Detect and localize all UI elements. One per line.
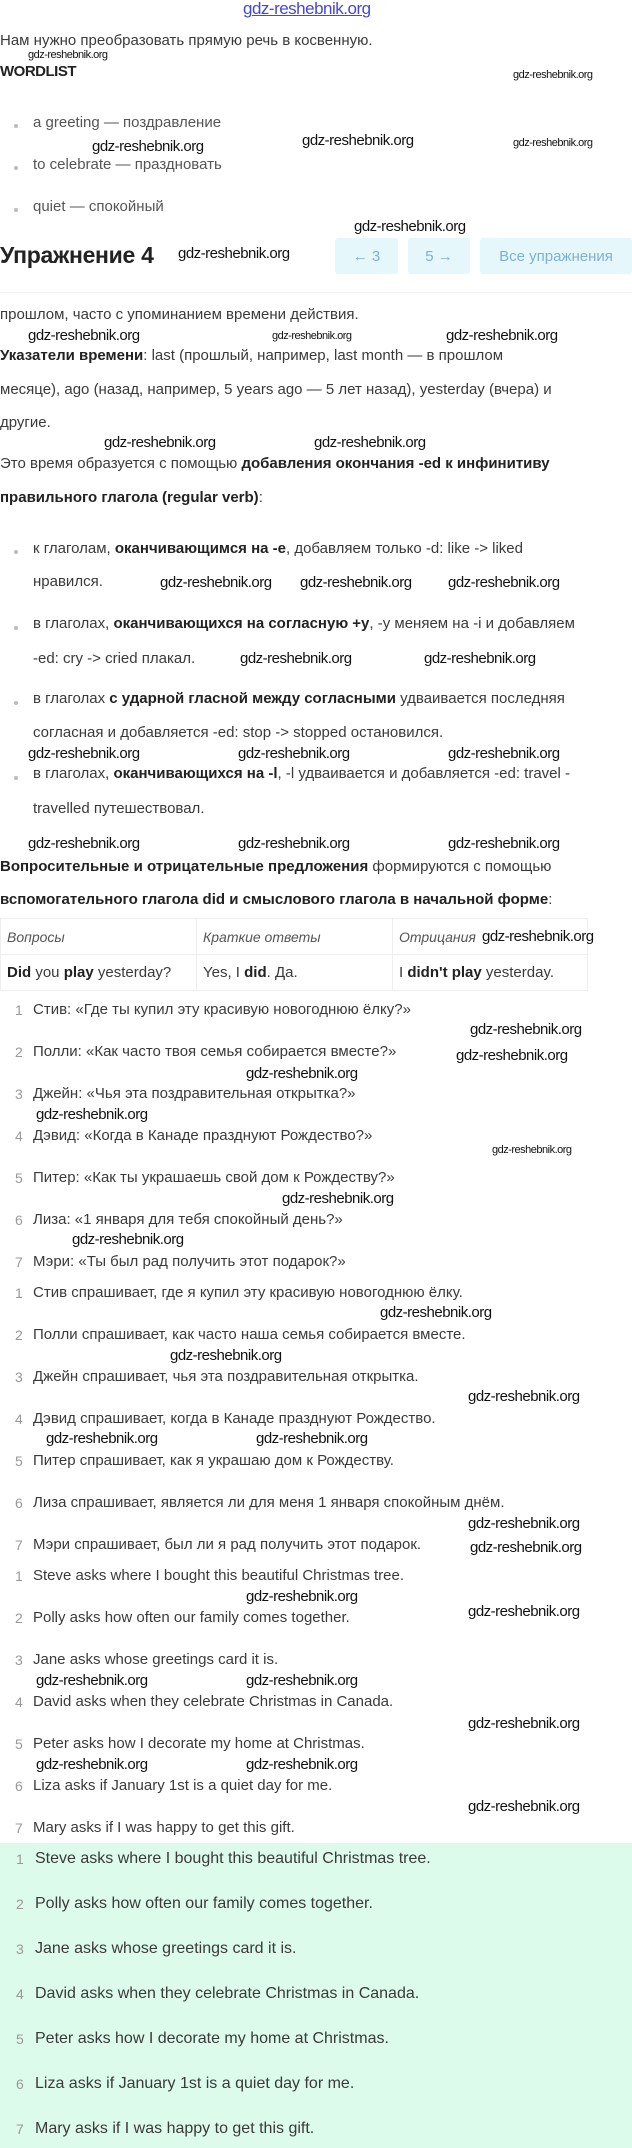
list-item: Steve asks where I bought this beautiful Christmas tree. — [35, 1850, 431, 1867]
item-number: 3 — [15, 1369, 23, 1385]
watermark: gdz-reshebnik.org — [302, 132, 414, 149]
list-item: Дэвид: «Когда в Канаде празднуют Рождество?» — [33, 1127, 373, 1144]
item-number: 4 — [15, 1128, 23, 1144]
watermark: gdz-reshebnik.org — [238, 745, 350, 762]
watermark: gdz-reshebnik.org — [282, 1190, 394, 1207]
list-item: Mary asks if I was happy to get this gift. — [33, 1819, 295, 1836]
time-markers-cont: другие. — [0, 414, 51, 431]
watermark: gdz-reshebnik.org — [240, 650, 352, 667]
item-number: 3 — [15, 1652, 23, 1668]
bullet-icon — [14, 776, 18, 780]
list-item: Steve asks where I bought this beautiful Christmas tree. — [33, 1567, 405, 1584]
bullet-icon — [14, 550, 18, 554]
item-number: 5 — [16, 2031, 24, 2047]
item-number: 4 — [15, 1694, 23, 1710]
item-number: 1 — [15, 1568, 23, 1584]
questions-text-cont: вспомогательного глагола did и смыслового глагола в начальной форме: — [0, 891, 553, 908]
item-number: 3 — [15, 1086, 23, 1102]
formation-text: Это время образуется с помощью добавления окончания -ed к инфинитиву — [0, 455, 550, 472]
rule-item-cont: нравился. — [33, 573, 103, 590]
list-item: Liza asks if January 1st is a quiet day for me. — [35, 2075, 355, 2092]
bullet-icon — [14, 626, 18, 630]
watermark: gdz-reshebnik.org — [104, 434, 216, 451]
table-cell-question: Did you play yesterday? — [1, 955, 197, 991]
table-header: Отрицания — [393, 919, 588, 955]
watermark: gdz-reshebnik.org — [448, 745, 560, 762]
watermark: gdz-reshebnik.org — [468, 1715, 580, 1732]
theory-text: прошлом, часто с упоминанием времени действия. — [0, 306, 359, 323]
watermark: gdz-reshebnik.org — [170, 1347, 282, 1364]
watermark: gdz-reshebnik.org — [513, 137, 593, 149]
divider — [0, 292, 632, 293]
item-number: 7 — [16, 2121, 24, 2137]
item-number: 6 — [15, 1495, 23, 1511]
list-item: Jane asks whose greetings card it is. — [35, 1940, 297, 1957]
item-number: 5 — [15, 1736, 23, 1752]
watermark: gdz-reshebnik.org — [448, 835, 560, 852]
item-number: 5 — [15, 1453, 23, 1469]
list-item: Дэвид спрашивает, когда в Канаде празднуют Рождество. — [33, 1410, 436, 1427]
rule-item: в глаголах, оканчивающихся на согласную +у, -у меняем на -i и добавляем — [33, 615, 575, 632]
watermark: gdz-reshebnik.org — [300, 574, 412, 591]
watermark: gdz-reshebnik.org — [456, 1047, 568, 1064]
answer-highlight-block — [0, 1843, 632, 2148]
watermark: gdz-reshebnik.org — [272, 330, 352, 342]
item-number: 1 — [15, 1285, 23, 1301]
time-markers-cont: месяце), ago (назад, например, 5 years ago — 5 лет назад), yesterday (вчера) и — [0, 381, 552, 398]
watermark: gdz-reshebnik.org — [178, 245, 290, 262]
watermark: gdz-reshebnik.org — [246, 1065, 358, 1082]
list-item: Peter asks how I decorate my home at Christmas. — [33, 1735, 365, 1752]
list-item: Мэри: «Ты был рад получить этот подарок?» — [33, 1253, 346, 1270]
watermark: gdz-reshebnik.org — [28, 49, 108, 61]
watermark: gdz-reshebnik.org — [28, 745, 140, 762]
watermark: gdz-reshebnik.org — [246, 1756, 358, 1773]
list-item: Mary asks if I was happy to get this gift. — [35, 2120, 315, 2137]
watermark: gdz-reshebnik.org — [160, 574, 272, 591]
watermark: gdz-reshebnik.org — [446, 327, 558, 344]
formation-text-cont: правильного глагола (regular verb): — [0, 489, 263, 506]
watermark: gdz-reshebnik.org — [513, 69, 593, 81]
list-item: Лиза: «1 января для тебя спокойный день?» — [33, 1211, 343, 1228]
list-item: Питер: «Как ты украшаешь свой дом к Рождеству?» — [33, 1169, 395, 1186]
list-item: Полли: «Как часто твоя семья собирается вместе?» — [33, 1043, 397, 1060]
list-item: Лиза спрашивает, является ли для меня 1 января спокойным днём. — [33, 1494, 505, 1511]
watermark: gdz-reshebnik.org — [92, 138, 204, 155]
list-item: Джейн: «Чья эта поздравительная открытка?» — [33, 1085, 356, 1102]
item-number: 2 — [15, 1327, 23, 1343]
watermark: gdz-reshebnik.org — [36, 1756, 148, 1773]
list-item: Jane asks whose greetings card it is. — [33, 1651, 279, 1668]
watermark: gdz-reshebnik.org — [36, 1106, 148, 1123]
list-item: Питер спрашивает, как я украшаю дом к Рождеству. — [33, 1452, 394, 1469]
item-number: 7 — [15, 1254, 23, 1270]
wordlist-item: to celebrate — праздновать — [33, 156, 222, 173]
wordlist-item: a greeting — поздравление — [33, 114, 222, 131]
time-markers: Указатели времени: last (прошлый, например, last month — в прошлом — [0, 347, 504, 364]
item-number: 3 — [16, 1941, 24, 1957]
watermark: gdz-reshebnik.org — [354, 218, 466, 235]
watermark: gdz-reshebnik.org — [256, 1430, 368, 1447]
table-cell-negative: I didn't play yesterday. — [393, 955, 588, 991]
item-number: 2 — [15, 1610, 23, 1626]
exercise-title: Упражнение 4 — [0, 242, 154, 268]
list-item: Стив спрашивает, где я купил эту красивую новогоднюю ёлку. — [33, 1284, 463, 1301]
watermark: gdz-reshebnik.org — [482, 928, 594, 945]
rule-item: к глаголам, оканчивающимся на -е, добавляем только -d: like -> liked — [33, 540, 523, 557]
all-exercises-button[interactable]: Все упражнения — [480, 238, 632, 274]
watermark: gdz-reshebnik.org — [424, 650, 536, 667]
list-item: Джейн спрашивает, чья эта поздравительная открытка. — [33, 1368, 419, 1385]
watermark: gdz-reshebnik.org — [468, 1603, 580, 1620]
item-number: 1 — [15, 1002, 23, 1018]
table-header: Вопросы — [1, 919, 197, 955]
bullet-icon — [14, 124, 18, 128]
list-item: Polly asks how often our family comes together. — [33, 1609, 350, 1626]
list-item: Peter asks how I decorate my home at Christmas. — [35, 2030, 389, 2047]
watermark: gdz-reshebnik.org — [380, 1304, 492, 1321]
watermark: gdz-reshebnik.org — [468, 1515, 580, 1532]
list-item: Liza asks if January 1st is a quiet day for me. — [33, 1777, 333, 1794]
table-header: Краткие ответы — [197, 919, 393, 955]
rule-item: в глаголах, оканчивающихся на -l, -l удваивается и добавляется -ed: travel - — [33, 765, 571, 782]
watermark: gdz-reshebnik.org — [238, 835, 350, 852]
watermark: gdz-reshebnik.org — [246, 1588, 358, 1605]
rule-item: в глаголах с ударной гласной между согласными удваивается последняя — [33, 690, 565, 707]
watermark: gdz-reshebnik.org — [246, 1672, 358, 1689]
prev-exercise-button[interactable]: ← 3 — [335, 238, 398, 274]
watermark: gdz-reshebnik.org — [46, 1430, 158, 1447]
bullet-icon — [14, 166, 18, 170]
item-number: 6 — [16, 2076, 24, 2092]
bullet-icon — [14, 208, 18, 212]
watermark: gdz-reshebnik.org — [72, 1231, 184, 1248]
item-number: 1 — [16, 1851, 24, 1867]
wordlist-heading: WORDLIST — [0, 63, 76, 80]
bullet-icon — [14, 701, 18, 705]
item-number: 7 — [15, 1820, 23, 1836]
rule-item-cont: согласная и добавляется -ed: stop -> stopped остановился. — [33, 724, 444, 741]
item-number: 2 — [16, 1896, 24, 1912]
watermark: gdz-reshebnik.org — [314, 434, 426, 451]
rule-item-cont: -ed: cry -> cried плакал. — [33, 650, 196, 667]
wordlist-item: quiet — спокойный — [33, 198, 164, 215]
watermark: gdz-reshebnik.org — [468, 1798, 580, 1815]
watermark: gdz-reshebnik.org — [243, 0, 371, 18]
table-cell-answer: Yes, I did. Да. — [197, 955, 393, 991]
watermark: gdz-reshebnik.org — [492, 1144, 572, 1156]
rule-item-cont: travelled путешествовал. — [33, 800, 205, 817]
questions-text: Вопросительные и отрицательные предложения формируются с помощью — [0, 858, 552, 875]
watermark: gdz-reshebnik.org — [36, 1672, 148, 1689]
list-item: David asks when they celebrate Christmas in Canada. — [33, 1693, 394, 1710]
item-number: 6 — [15, 1212, 23, 1228]
list-item: Стив: «Где ты купил эту красивую новогоднюю ёлку?» — [33, 1001, 411, 1018]
table-row — [1, 955, 588, 991]
watermark: gdz-reshebnik.org — [470, 1021, 582, 1038]
item-number: 5 — [15, 1170, 23, 1186]
watermark: gdz-reshebnik.org — [28, 327, 140, 344]
list-item: David asks when they celebrate Christmas in Canada. — [35, 1985, 420, 2002]
watermark: gdz-reshebnik.org — [468, 1388, 580, 1405]
item-number: 2 — [15, 1044, 23, 1060]
watermark: gdz-reshebnik.org — [448, 574, 560, 591]
watermark: gdz-reshebnik.org — [28, 835, 140, 852]
list-item: Полли спрашивает, как часто наша семья собирается вместе. — [33, 1326, 466, 1343]
item-number: 4 — [15, 1411, 23, 1427]
list-item: Мэри спрашивает, был ли я рад получить этот подарок. — [33, 1536, 422, 1553]
list-item: Polly asks how often our family comes together. — [35, 1895, 373, 1912]
item-number: 7 — [15, 1537, 23, 1553]
intro-text: Нам нужно преобразовать прямую речь в косвенную. — [0, 32, 373, 49]
next-exercise-button[interactable]: 5 → — [408, 238, 470, 274]
item-number: 4 — [16, 1986, 24, 2002]
watermark: gdz-reshebnik.org — [470, 1539, 582, 1556]
item-number: 6 — [15, 1778, 23, 1794]
